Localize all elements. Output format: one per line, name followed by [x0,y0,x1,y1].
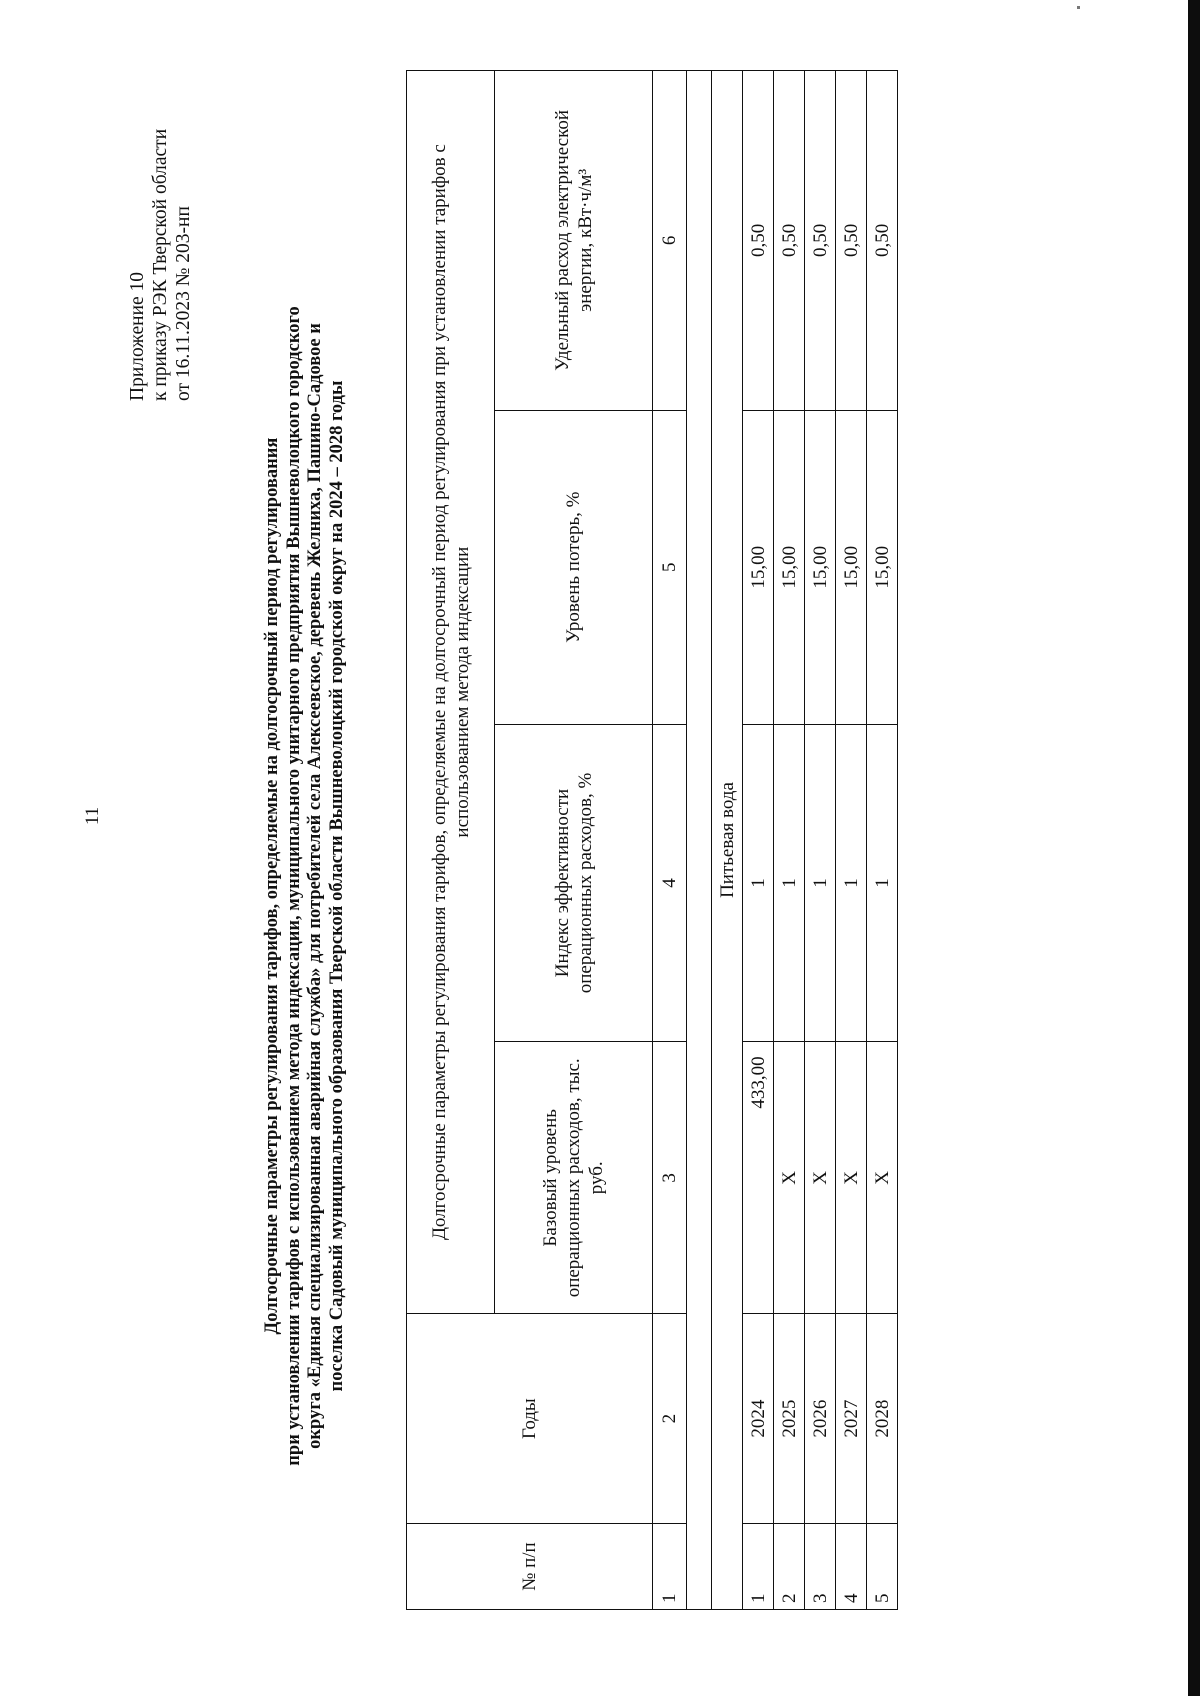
year-cell: 2027 [836,1314,867,1524]
row-number: 4 [836,1524,867,1610]
table-row [836,71,867,1610]
table-row [743,71,774,1610]
energy-cell: 0,50 [743,71,774,411]
table-row [805,71,836,1610]
parameters-table [406,70,898,1610]
header-years: Годы [407,1314,653,1524]
loss-cell: 15,00 [867,410,898,724]
section-row [712,71,743,1610]
index-cell: 1 [653,1524,687,1610]
year-cell: 2025 [774,1314,805,1524]
appendix-line-2: к приказу РЭК Тверской области [150,128,171,401]
base-opex-cell: Х [774,1042,805,1314]
energy-cell: 0,50 [805,71,836,411]
year-cell: 2024 [743,1314,774,1524]
base-opex-cell: 433,00 [743,1042,774,1314]
base-opex-cell: Х [867,1042,898,1314]
base-opex-cell: Х [836,1042,867,1314]
header-efficiency-index: Индекс эффективности операционных расходов, % [495,724,653,1042]
spacer-row [687,71,712,1610]
section-label: Питьевая вода [712,71,743,1610]
year-cell: 2026 [805,1314,836,1524]
row-number: 3 [805,1524,836,1610]
loss-cell: 15,00 [805,410,836,724]
table-row [774,71,805,1610]
table-row [867,71,898,1610]
row-number: 5 [867,1524,898,1610]
index-cell: 5 [653,410,687,724]
energy-cell: 0,50 [867,71,898,411]
header-group: Долгосрочные параметры регулирования тарифов, определяемые на долгосрочный период регулирования при установлении тарифов с использованием метода индексации [407,71,495,1314]
appendix-line-3: от 16.11.2023 № 203-нп [173,206,194,401]
base-opex-cell: Х [805,1042,836,1314]
title-line-4: поселка Садовый муниципального образования Тверской области Вышневолоцкий городской округ на 2024 – 2028 годы [326,380,347,1392]
efficiency-cell: 1 [836,724,867,1042]
efficiency-cell: 1 [867,724,898,1042]
efficiency-cell: 1 [805,724,836,1042]
efficiency-cell: 1 [743,724,774,1042]
index-cell: 4 [653,724,687,1042]
document-title [262,186,348,1586]
index-cell: 3 [653,1042,687,1314]
year-cell: 2028 [867,1314,898,1524]
energy-cell: 0,50 [774,71,805,411]
header-row-number: № п/п [407,1524,653,1610]
loss-cell: 15,00 [836,410,867,724]
loss-cell: 15,00 [774,410,805,724]
row-number: 2 [774,1524,805,1610]
efficiency-cell: 1 [774,724,805,1042]
appendix-line-1: Приложение 10 [127,271,148,401]
index-cell: 2 [653,1314,687,1524]
title-line-1: Долгосрочные параметры регулирования тарифов, определяемые на долгосрочный период регулирования [262,437,282,1335]
header-base-opex: Базовый уровень операционных расходов, тыс. руб. [495,1042,653,1314]
column-index-row [653,71,687,1610]
energy-cell: 0,50 [836,71,867,411]
page-number: 11 [82,806,103,826]
title-line-3: округа «Единая специализированная аварийная служба» для потребителей села Алексеевское, деревень Желниха, Пашино-Садовое и [305,323,325,1449]
title-line-2: при установлении тарифов с использованием метода индексации, муниципального унитарного предприятия Вышневолоцкого городского [283,306,304,1466]
row-number: 1 [743,1524,774,1610]
header-loss-level: Уровень потерь, % [495,410,653,724]
appendix-reference [126,71,195,401]
index-cell: 6 [653,71,687,411]
header-energy-consumption: Удельный расход электрической энергии, кВт·ч/м³ [495,71,653,411]
loss-cell: 15,00 [743,410,774,724]
